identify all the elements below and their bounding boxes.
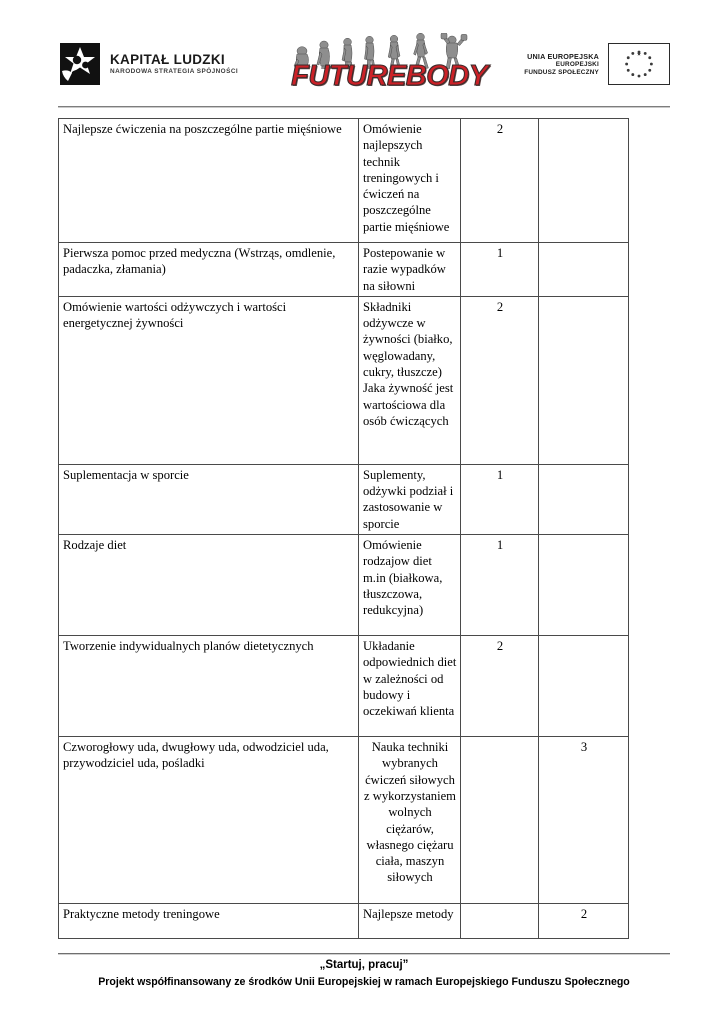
- cell-description: Tworzenie indywidualnych planów dietetycznych: [59, 636, 359, 737]
- cell-scope: Omówienie najlepszych technik treningowych i ćwiczeń na poszczególne partie mięśniowe: [359, 119, 461, 243]
- european-union-logo: [524, 43, 670, 85]
- table-row: [59, 119, 629, 243]
- cell-hours-b: [539, 296, 629, 464]
- cell-hours-b: 3: [539, 737, 629, 904]
- header-divider: [58, 106, 670, 108]
- kapital-ludzki-title: KAPITAŁ LUDZKI: [110, 51, 225, 67]
- cell-hours-b: [539, 243, 629, 297]
- table-row: [59, 636, 629, 737]
- cell-scope: Nauka techniki wybranych ćwiczeń siłowych z wykorzystaniem wolnych ciężarów, własnego ciężaru ciała, maszyn siłowych: [359, 737, 461, 904]
- cell-hours-b: [539, 464, 629, 534]
- kapital-ludzki-subtitle: NARODOWA STRATEGIA SPÓJNOŚCI: [110, 67, 239, 75]
- cell-hours-b: 2: [539, 904, 629, 939]
- cell-scope: Składniki odżywcze w żywności (białko, węglowadany, cukry, tłuszcze) Jaka żywność jest wartościowa dla osób ćwiczących: [359, 296, 461, 464]
- kapital-ludzki-text: [110, 53, 238, 76]
- curriculum-table: [58, 118, 629, 939]
- eu-line-3: FUNDUSZ SPOŁECZNY: [524, 68, 599, 76]
- page-header: [58, 28, 670, 100]
- table-row: [59, 737, 629, 904]
- cell-scope: Omówienie rodzajow diet m.in (białkowa, tłuszczowa, redukcyjna): [359, 535, 461, 636]
- page-footer: [58, 958, 670, 989]
- cell-hours-a: [461, 904, 539, 939]
- cell-hours-b: [539, 535, 629, 636]
- kapital-ludzki-logo: [58, 41, 238, 87]
- table-row: [59, 296, 629, 464]
- cell-description: Omówienie wartości odżywczych i wartości energetycznej żywności: [59, 296, 359, 464]
- cell-scope: Układanie odpowiednich diet w zależności od budowy i oczekiwań klienta: [359, 636, 461, 737]
- cell-hours-a: 1: [461, 243, 539, 297]
- cell-description: Suplementacja w sporcie: [59, 464, 359, 534]
- curriculum-table-wrapper: [58, 118, 628, 939]
- eu-line-1: UNIA EUROPEJSKA: [527, 51, 599, 61]
- cell-hours-a: 2: [461, 636, 539, 737]
- futurebody-wordmark: FUTUREBODY: [291, 60, 488, 92]
- cell-hours-b: [539, 636, 629, 737]
- cell-hours-a: 2: [461, 119, 539, 243]
- futurebody-logo: [291, 33, 488, 95]
- curriculum-table-body: [59, 119, 629, 939]
- cell-description: Rodzaje diet: [59, 535, 359, 636]
- cell-hours-b: [539, 119, 629, 243]
- eu-stars-circle-icon: [608, 43, 670, 85]
- table-row: [59, 904, 629, 939]
- cell-scope: Suplementy, odżywki podział i zastosowanie w sporcie: [359, 464, 461, 534]
- footer-project-title: „Startuj, pracuj”: [319, 959, 409, 971]
- cell-hours-a: 2: [461, 296, 539, 464]
- kapital-ludzki-star-figures-icon: [58, 41, 102, 87]
- cell-description: Pierwsza pomoc przed medyczna (Wstrząs, omdlenie, padaczka, złamania): [59, 243, 359, 297]
- table-row: [59, 464, 629, 534]
- cell-description: Najlepsze ćwiczenia na poszczególne partie mięśniowe: [59, 119, 359, 243]
- cell-scope: Najlepsze metody: [359, 904, 461, 939]
- cell-description: Czworogłowy uda, dwugłowy uda, odwodziciel uda, przywodziciel uda, pośladki: [59, 737, 359, 904]
- footer-funding-note: Projekt współfinansowany ze środków Unii Europejskiej w ramach Europejskiego Funduszu Społecznego: [98, 975, 630, 988]
- table-row: [59, 535, 629, 636]
- cell-hours-a: 1: [461, 464, 539, 534]
- eu-line-2: EUROPEJSKI: [555, 60, 599, 68]
- european-union-text: [524, 52, 599, 77]
- cell-hours-a: [461, 737, 539, 904]
- cell-scope: Postepowanie w razie wypadków na siłowni: [359, 243, 461, 297]
- cell-description: Praktyczne metody treningowe: [59, 904, 359, 939]
- cell-hours-a: 1: [461, 535, 539, 636]
- footer-divider: [58, 953, 670, 955]
- table-row: [59, 243, 629, 297]
